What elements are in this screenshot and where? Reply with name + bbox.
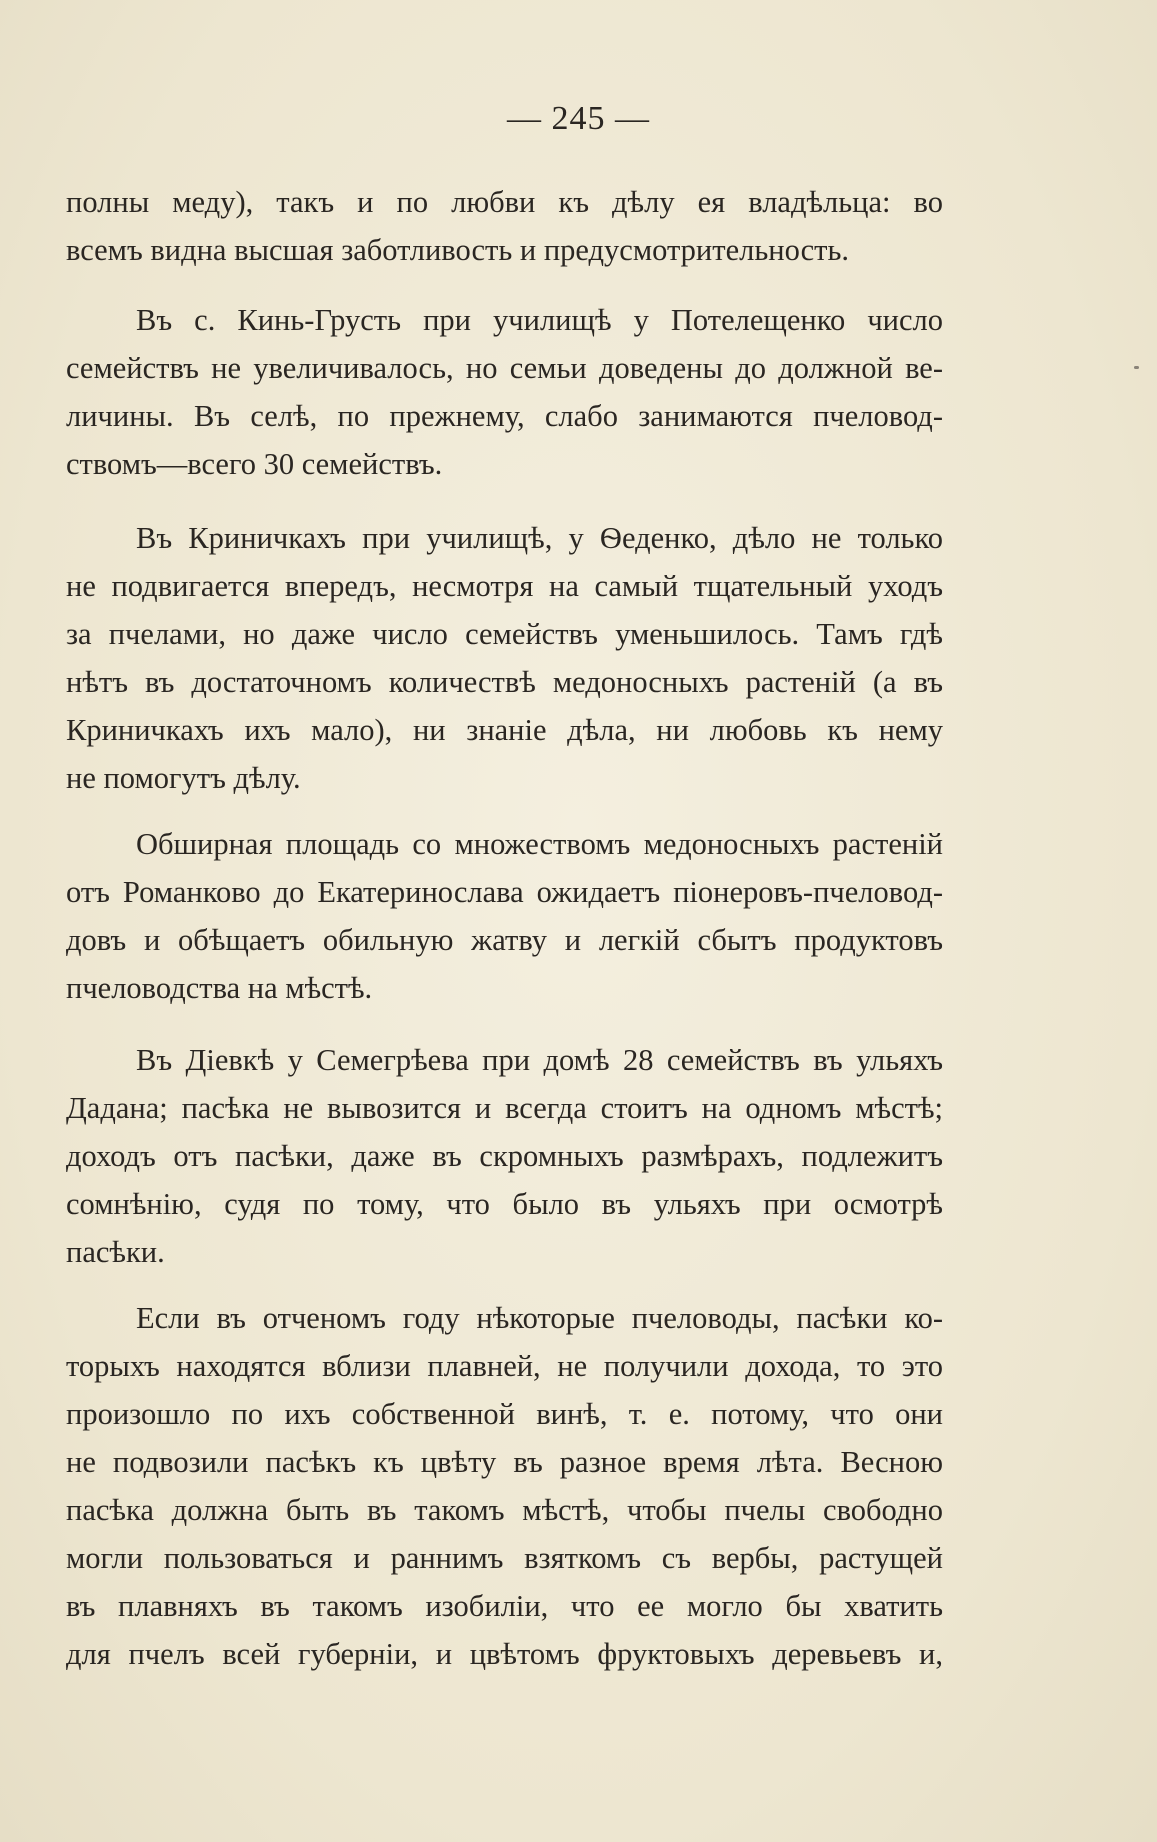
paragraph-line: отъ Романково до Екатеринослава ожидаетъ піонеровъ-пчеловод- (66, 875, 943, 909)
paragraph-3 (66, 514, 943, 802)
paragraph-line: Въ Криничкахъ при училищѣ, у Ѳеденко, дѣло не только (136, 521, 943, 555)
paragraph-line: Дадана; пасѣка не вывозится и всегда стоитъ на одномъ мѣстѣ; (66, 1091, 943, 1125)
paragraph-line: могли пользоваться и раннимъ взяткомъ съ вербы, растущей (66, 1541, 943, 1575)
paragraph-line: сомнѣнію, судя по тому, что было въ ульяхъ при осмотрѣ (66, 1187, 943, 1221)
paragraph-line: ствомъ—всего 30 семействъ. (66, 447, 443, 481)
paragraph-line: Если въ отченомъ году нѣкоторые пчеловоды, пасѣки ко- (136, 1301, 943, 1335)
paragraph-line: нѣтъ въ достаточномъ количествѣ медоносныхъ растеній (а въ (66, 665, 943, 699)
paragraph-line: за пчелами, но даже число семействъ уменьшилось. Тамъ гдѣ (66, 617, 943, 651)
paragraph-line: торыхъ находятся вблизи плавней, не получили дохода, то это (66, 1349, 943, 1383)
paragraph-2 (66, 296, 943, 488)
paragraph-line: въ плавняхъ въ такомъ изобиліи, что ее могло бы хватить (66, 1589, 943, 1623)
paragraph-line: довъ и обѣщаетъ обильную жатву и легкій сбытъ продуктовъ (66, 923, 943, 957)
paragraph-line: полны меду), такъ и по любви къ дѣлу ея владѣльца: во (66, 185, 943, 219)
paragraph-line: личины. Въ селѣ, по прежнему, слабо занимаются пчеловод- (66, 399, 943, 433)
paragraph-line: не помогутъ дѣлу. (66, 761, 301, 795)
paragraph-1 (66, 178, 943, 274)
paragraph-line: Въ с. Кинь-Грусть при училищѣ у Потелещенко число (136, 303, 943, 337)
paragraph-4 (66, 820, 943, 1012)
paragraph-5 (66, 1036, 943, 1276)
paragraph-line: доходъ отъ пасѣки, даже въ скромныхъ размѣрахъ, подлежитъ (66, 1139, 943, 1173)
page-number: — 245 — (507, 100, 650, 137)
paragraph-line: произошло по ихъ собственной винѣ, т. е. потому, что они (66, 1397, 943, 1431)
paragraph-line: Обширная площадь со множествомъ медоносныхъ растеній (136, 827, 943, 861)
paragraph-line: не подвигается впередъ, несмотря на самый тщательный уходъ (66, 569, 943, 603)
paragraph-line: всемъ видна высшая заботливость и предусмотрительность. (66, 233, 849, 267)
ink-speck (1134, 366, 1139, 369)
paragraph-line: пчеловодства на мѣстѣ. (66, 971, 373, 1005)
paragraph-line: пасѣка должна быть въ такомъ мѣстѣ, чтобы пчелы свободно (66, 1493, 943, 1527)
paragraph-line: не подвозили пасѣкъ къ цвѣту въ разное время лѣта. Весною (66, 1445, 943, 1479)
paragraph-6 (66, 1294, 943, 1678)
paragraph-line: Криничкахъ ихъ мало), ни знаніе дѣла, ни любовь къ нему (66, 713, 943, 747)
paragraph-line: пасѣки. (66, 1235, 165, 1269)
paragraph-line: для пчелъ всей губерніи, и цвѣтомъ фруктовыхъ деревьевъ и, (66, 1637, 943, 1671)
paragraph-line: Въ Діевкѣ у Семегрѣева при домѣ 28 семействъ въ ульяхъ (136, 1043, 943, 1077)
paragraph-line: семействъ не увеличивалось, но семьи доведены до должной ве- (66, 351, 943, 385)
